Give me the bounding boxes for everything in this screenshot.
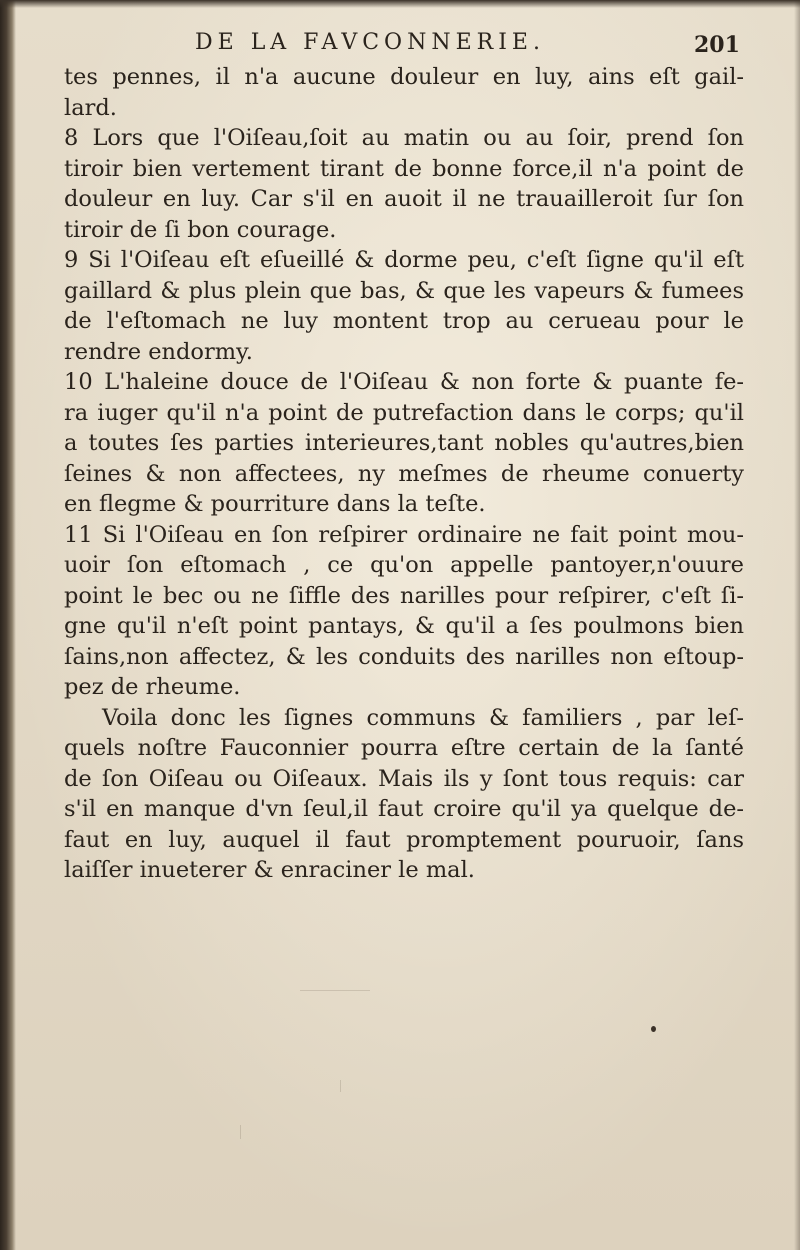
text-line: a toutes ſes parties interieures,tant nobles qu'autres,bien xyxy=(64,430,744,456)
paper-blemish xyxy=(240,1125,241,1139)
text-line: uoir ſon eſtomach , ce qu'on appelle pantoyer,n'ouure xyxy=(64,552,744,578)
text-line: en flegme & pourriture dans la teſte. xyxy=(64,491,486,517)
text-line: douleur en luy. Car s'il en auoit il ne trauailleroit ſur ſon xyxy=(64,186,744,212)
ink-speck xyxy=(651,1026,656,1032)
binding-edge xyxy=(0,0,16,1250)
text-line: pez de rheume. xyxy=(64,674,241,700)
text-line: rendre endormy. xyxy=(64,338,253,365)
text-line: faut en luy, auquel il faut promptement pouruoir, ſans xyxy=(64,826,744,853)
top-edge-shadow xyxy=(0,0,800,8)
paper-blemish xyxy=(340,1080,341,1092)
text-line: Voila donc les ſignes communs & familiers , par leſ- xyxy=(102,704,744,731)
text-line: ſeines & non affectees, ny meſmes de rheume conuerty xyxy=(64,460,744,487)
text-line: tiroir de ſi bon courage. xyxy=(64,216,337,243)
text-line: gaillard & plus plein que bas, & que les vapeurs & fumees xyxy=(64,277,744,304)
running-head: DE LA FAVCONNERIE. xyxy=(195,30,545,55)
text-line: de l'eſtomach ne luy montent trop au cerueau pour le xyxy=(64,308,744,334)
text-line: 8 Lors que l'Oiſeau,ſoit au matin ou au ſoir, prend ſon xyxy=(64,125,744,151)
page-number: 201 xyxy=(694,32,740,58)
right-edge-shadow xyxy=(794,0,800,1250)
text-line: 9 Si l'Oiſeau eſt eſueillé & dorme peu, c'eſt ſigne qu'il eſt xyxy=(64,247,744,273)
text-line: ſains,non affectez, & les conduits des narilles non eſtoup- xyxy=(64,643,744,670)
text-line: lard. xyxy=(64,94,117,121)
text-line: tiroir bien vertement tirant de bonne force,il n'a point de xyxy=(64,155,744,182)
body-text xyxy=(64,62,744,886)
text-line: gne qu'il n'eſt point pantays, & qu'il a ſes poulmons bien xyxy=(64,613,744,639)
text-line: 10 L'haleine douce de l'Oiſeau & non forte & puante fe- xyxy=(64,369,744,395)
text-line: 11 Si l'Oiſeau en ſon reſpirer ordinaire ne fait point mou- xyxy=(64,521,744,548)
text-line: point le bec ou ne ſiffle des narilles pour reſpirer, c'eſt ſi- xyxy=(64,582,744,609)
text-line: de ſon Oiſeau ou Oiſeaux. Mais ils y ſont tous requis: car xyxy=(64,765,744,792)
paper-blemish xyxy=(300,990,370,991)
text-line: quels noſtre Fauconnier pourra eſtre certain de la ſanté xyxy=(64,735,744,761)
text-line: tes pennes, il n'a aucune douleur en luy, ains eſt gail- xyxy=(64,64,744,90)
text-line: laiſſer inueterer & enraciner le mal. xyxy=(64,857,475,883)
text-line: ra iuger qu'il n'a point de putrefaction dans le corps; qu'il xyxy=(64,399,744,426)
text-line: s'il en manque d'vn ſeul,il faut croire qu'il ya quelque de- xyxy=(64,796,744,822)
